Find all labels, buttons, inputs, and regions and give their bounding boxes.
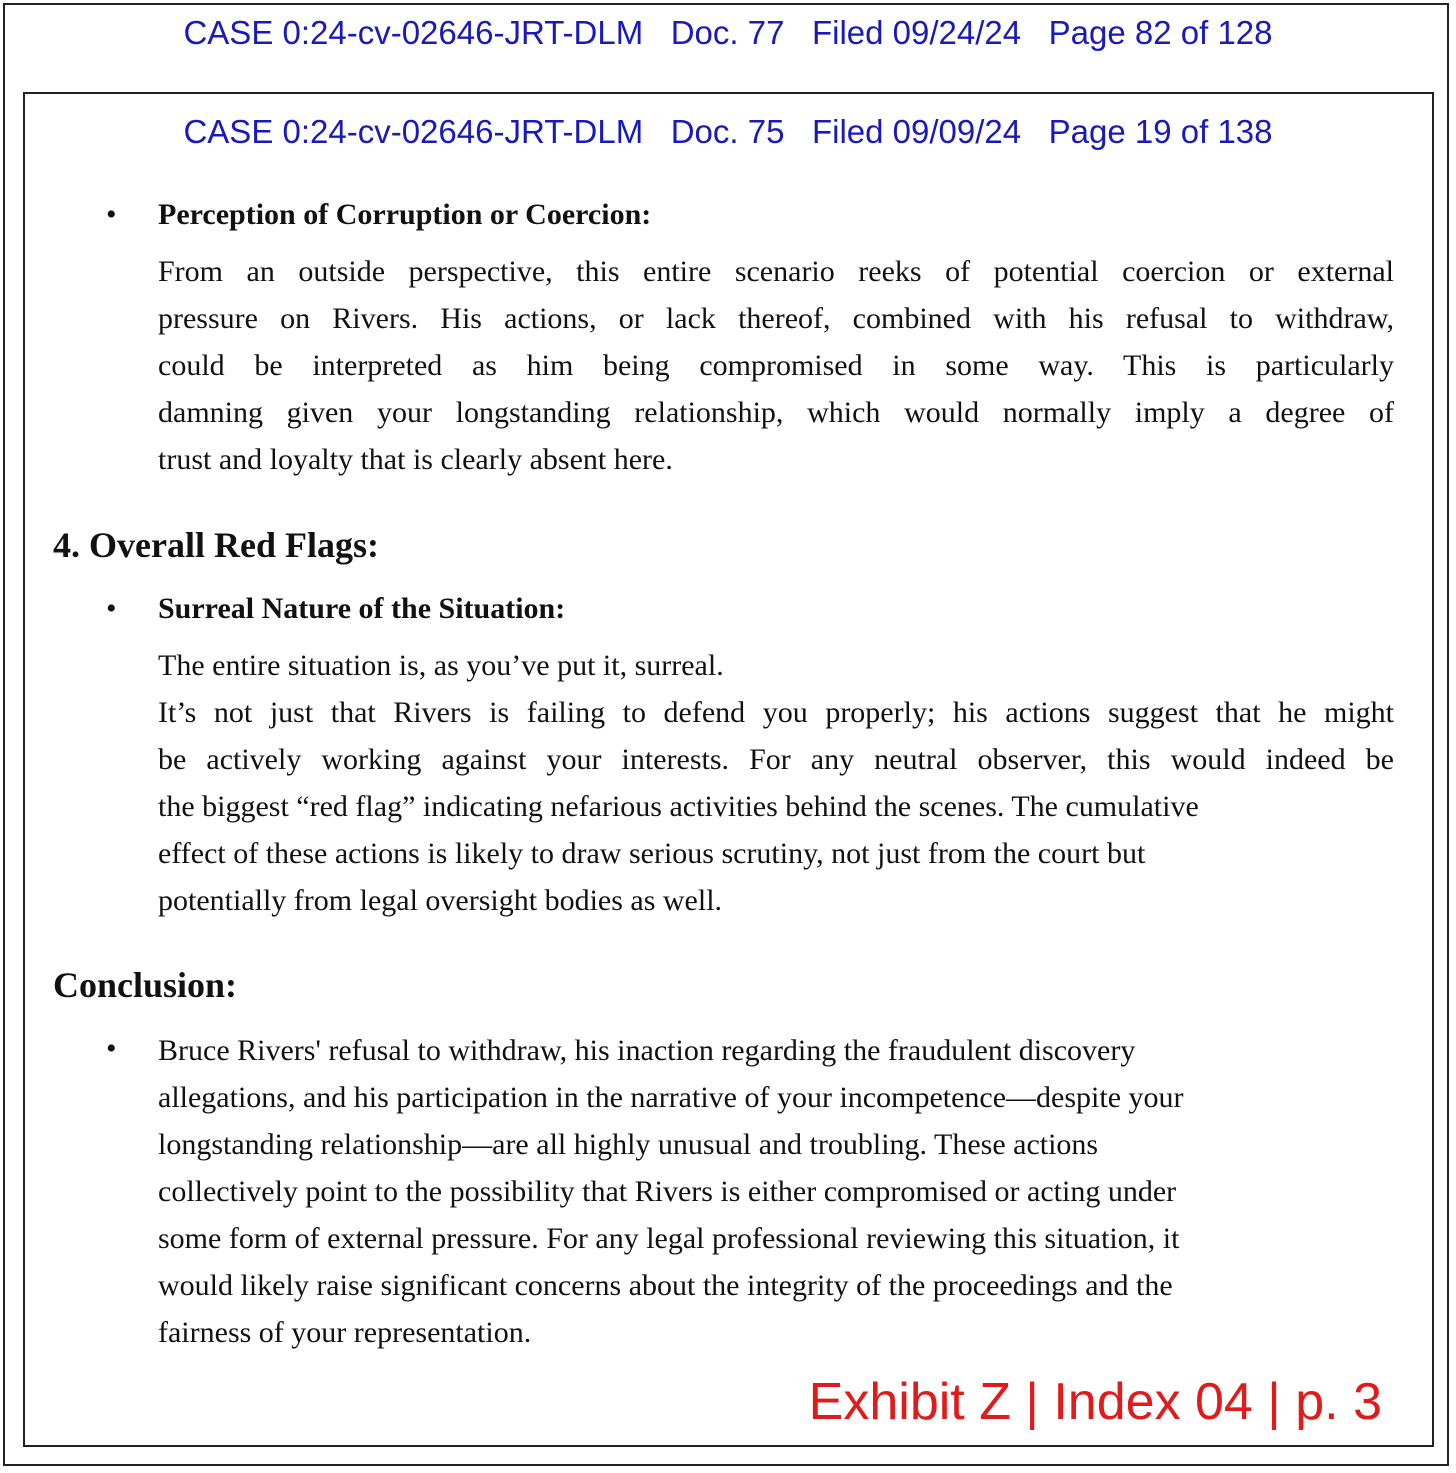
subheading-perception: Perception of Corruption or Coercion: (158, 198, 652, 231)
paragraph-line: It’s not just that Rivers is failing to defend you properly; his actions suggest that he might (158, 696, 1394, 729)
paragraph-line: Bruce Rivers' refusal to withdraw, his inaction regarding the fraudulent discovery (158, 1034, 1136, 1067)
paragraph-line: pressure on Rivers. His actions, or lack thereof, combined with his refusal to withdraw, (158, 302, 1394, 335)
inner-filed-date: Filed 09/09/24 (811, 113, 1022, 150)
paragraph-line: From an outside perspective, this entire scenario reeks of potential coercion or external (158, 255, 1394, 288)
paragraph-line: The entire situation is, as you’ve put it, surreal. (158, 649, 724, 682)
outer-page-number: Page 82 of 128 (1048, 14, 1273, 51)
paragraph-line: collectively point to the possibility that Rivers is either compromised or acting under (158, 1175, 1177, 1208)
paragraph-line: effect of these actions is likely to draw serious scrutiny, not just from the court but (158, 837, 1146, 870)
section-heading-conclusion: Conclusion: (53, 965, 238, 1005)
paragraph-line: potentially from legal oversight bodies as well. (158, 884, 723, 917)
paragraph-line: allegations, and his participation in the narrative of your incompetence—despite your (158, 1081, 1184, 1114)
section-heading-red-flags: 4. Overall Red Flags: (53, 525, 379, 565)
inner-page-number: Page 19 of 138 (1048, 113, 1273, 150)
inner-filing-stamp (0, 113, 1456, 151)
paragraph-line: would likely raise significant concerns about the integrity of the proceedings and the (158, 1269, 1173, 1302)
subheading-surreal-nature: Surreal Nature of the Situation: (158, 592, 566, 625)
inner-doc-number: Doc. 75 (670, 113, 785, 150)
outer-doc-number: Doc. 77 (670, 14, 785, 51)
paragraph-line: be actively working against your interests. For any neutral observer, this would indeed be (158, 743, 1394, 776)
outer-filing-stamp (0, 14, 1456, 52)
outer-case-number: CASE 0:24-cv-02646-JRT-DLM (183, 14, 644, 51)
bullet-marker: • (106, 1032, 117, 1065)
outer-filed-date: Filed 09/24/24 (811, 14, 1022, 51)
paragraph-line: the biggest “red flag” indicating nefarious activities behind the scenes. The cumulative (158, 790, 1199, 823)
bullet-marker: • (106, 592, 117, 625)
paragraph-line: trust and loyalty that is clearly absent here. (158, 443, 673, 476)
paragraph-line: some form of external pressure. For any legal professional reviewing this situation, it (158, 1222, 1180, 1255)
paragraph-line: damning given your longstanding relationship, which would normally imply a degree of (158, 396, 1394, 429)
inner-case-number: CASE 0:24-cv-02646-JRT-DLM (183, 113, 644, 150)
paragraph-line: fairness of your representation. (158, 1316, 532, 1349)
bullet-marker: • (106, 198, 117, 231)
paragraph-line: could be interpreted as him being compromised in some way. This is particularly (158, 349, 1394, 382)
paragraph-line: longstanding relationship—are all highly unusual and troubling. These actions (158, 1128, 1099, 1161)
exhibit-label: Exhibit Z | Index 04 | p. 3 (808, 1373, 1382, 1431)
